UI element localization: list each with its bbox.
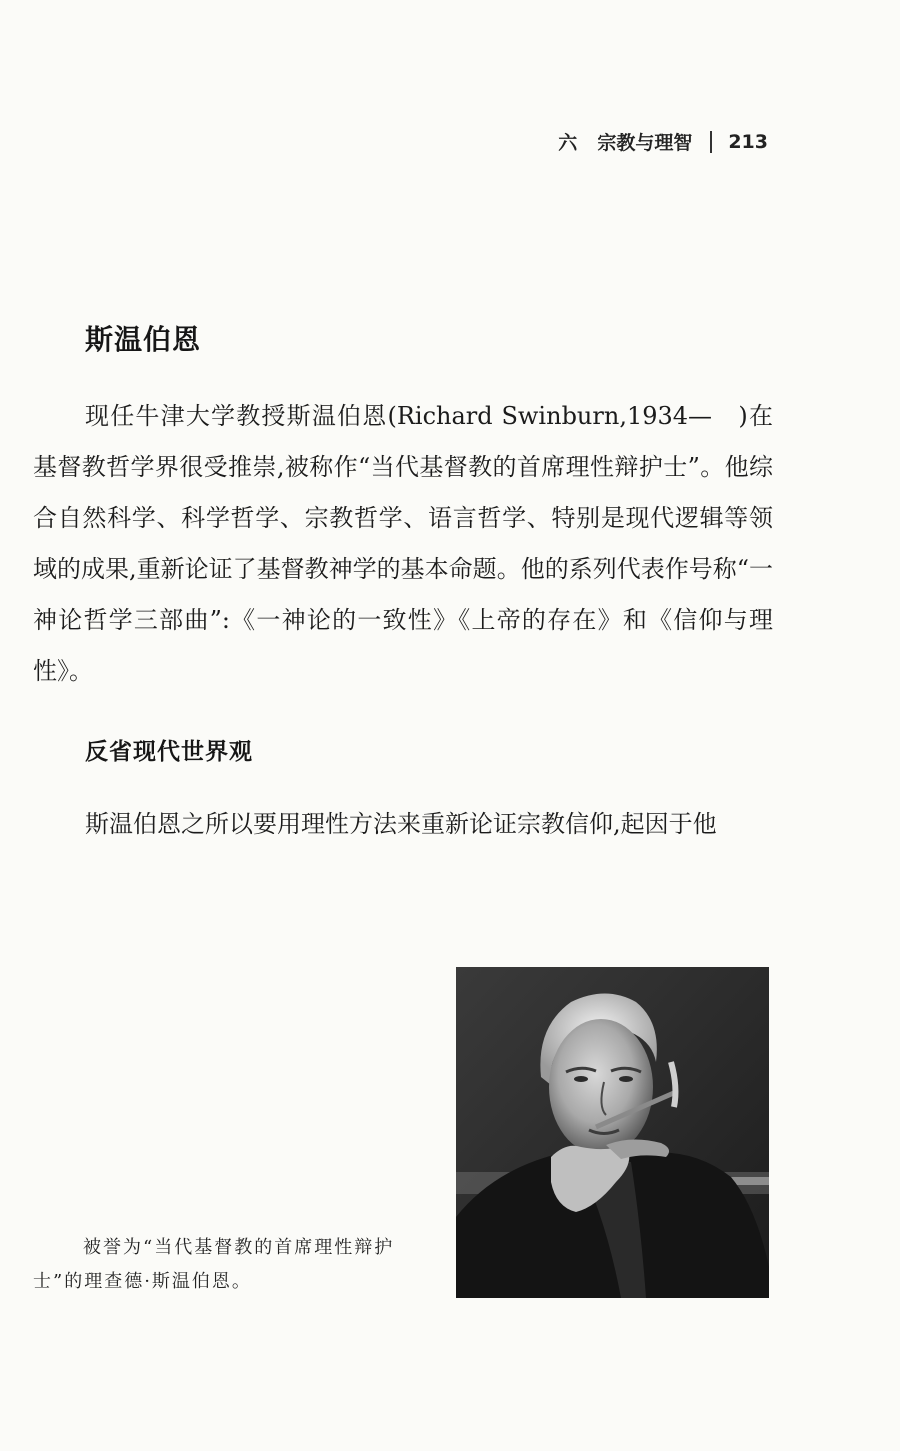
subsection-title: 反省现代世界观: [85, 739, 253, 765]
page-number: 213: [728, 130, 768, 153]
chapter-number: 六: [558, 132, 578, 154]
subsection-paragraph: 斯温伯恩之所以要用理性方法来重新论证宗教信仰,起因于他: [85, 810, 717, 838]
portrait-illustration: [456, 967, 769, 1298]
section-paragraph: 现任牛津大学教授斯温伯恩(Richard Swinburn,1934— )在基督教哲学界很受推崇,被称作“当代基督教的首席理性辩护士”。他综合自然科学、科学哲学、宗教哲学、语言哲学、特别是现代逻辑等领域的成果,重新论证了基督教神学的基本命题。他的系列代表作号称“一神论哲学三部曲”:《一神论的一致性》《上帝的存在》和《信仰与理性》。: [33, 402, 773, 685]
chapter-title: 宗教与理智: [597, 132, 693, 154]
header-divider: [710, 131, 712, 153]
running-header: [558, 128, 768, 155]
section-title: 斯温伯恩: [85, 323, 202, 356]
photo-caption: 被誉为“当代基督教的首席理性辩护士”的理查德·斯温伯恩。: [33, 1237, 395, 1292]
portrait-photo: [456, 967, 769, 1298]
